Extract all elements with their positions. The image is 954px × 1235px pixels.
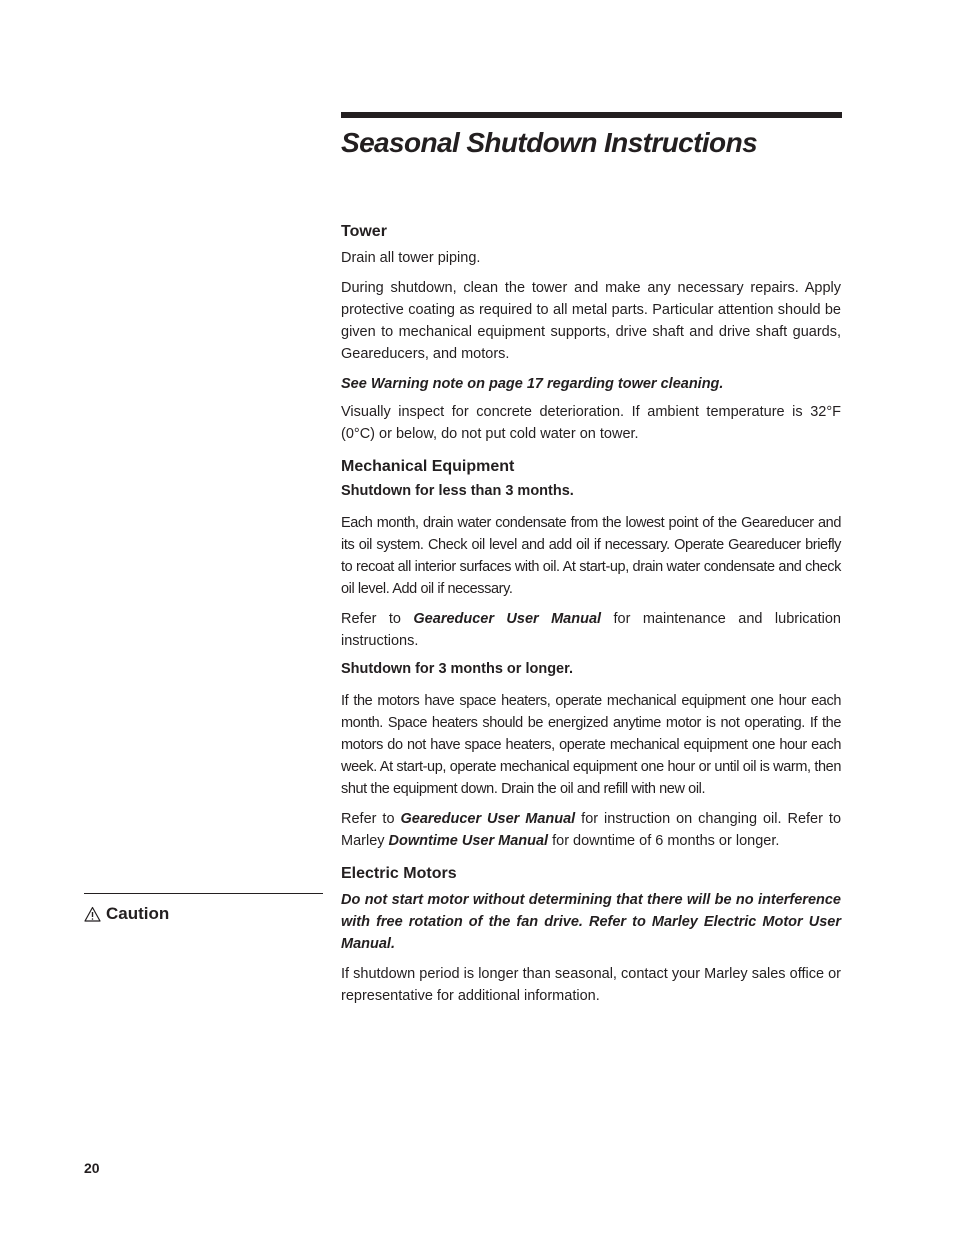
mechanical-paragraph-3: If the motors have space heaters, operate mechanical equipment one hour each month. Space heaters should be energized anytime motor is not operating. If the motors do not have space heaters, operate mechanical equipment one hour each week. At start-up, operate mechanical equipment one hour or until oil is warm, then shut the equipment down. Drain the oil and refill with new oil. — [341, 693, 841, 797]
warning-triangle-icon — [84, 906, 101, 922]
downtime-manual-reference: Downtime User Manual — [388, 833, 549, 849]
tower-heading: Tower — [341, 223, 387, 240]
mechanical-paragraph-2: Refer to Geareducer User Manual for maintenance and lubrication instructions. — [341, 611, 841, 649]
caution-text: Caution — [106, 904, 170, 923]
mechanical-paragraph-4: Refer to Geareducer User Manual for instruction on changing oil. Refer to Marley Downtime User Manual for downtime of 6 months or longer. — [341, 811, 842, 849]
title-rule — [341, 112, 842, 118]
mechanical-paragraph-1: Each month, drain water condensate from the lowest point of the Geareducer and its oil system. Check oil level and add oil if necessary. Operate Geareducer briefly to recoat all interior surfaces with oil. At start-up, drain water condensate and check oil level. Add oil if necessary. — [341, 515, 841, 597]
electric-motors-heading: Electric Motors — [341, 865, 457, 882]
mechanical-subheading-long: Shutdown for 3 months or longer. — [341, 661, 573, 677]
mechanical-subheading-short: Shutdown for less than 3 months. — [341, 483, 574, 499]
electric-motors-caution-text: Do not start motor without determining that there will be no interference with free rotation of the fan drive. Refer to Marley Electric Motor User Manual. — [341, 892, 841, 952]
tower-paragraph-1: Drain all tower piping. — [341, 250, 481, 266]
tower-paragraph-2: During shutdown, clean the tower and make any necessary repairs. Apply protective coating as required to all metal parts. Particular attention should be given to mechanical equipment supports, drive shaft and drive shaft guards, Geareducers, and motors. — [341, 280, 841, 362]
caution-rule — [84, 893, 323, 894]
main-content — [341, 222, 841, 1015]
geareducer-manual-reference: Geareducer User Manual — [413, 611, 602, 627]
page-title: Seasonal Shutdown Instructions — [341, 127, 758, 158]
tower-warning-note: See Warning note on page 17 regarding tower cleaning. — [341, 376, 724, 392]
caution-label — [84, 904, 169, 924]
geareducer-manual-reference: Geareducer User Manual — [400, 811, 576, 827]
electric-motors-paragraph: If shutdown period is longer than seasonal, contact your Marley sales office or representative for additional information. — [341, 966, 841, 1004]
mechanical-heading: Mechanical Equipment — [341, 458, 515, 475]
tower-paragraph-3: Visually inspect for concrete deterioration. If ambient temperature is 32°F (0°C) or below, do not put cold water on tower. — [341, 404, 841, 442]
page-number: 20 — [84, 1160, 100, 1176]
